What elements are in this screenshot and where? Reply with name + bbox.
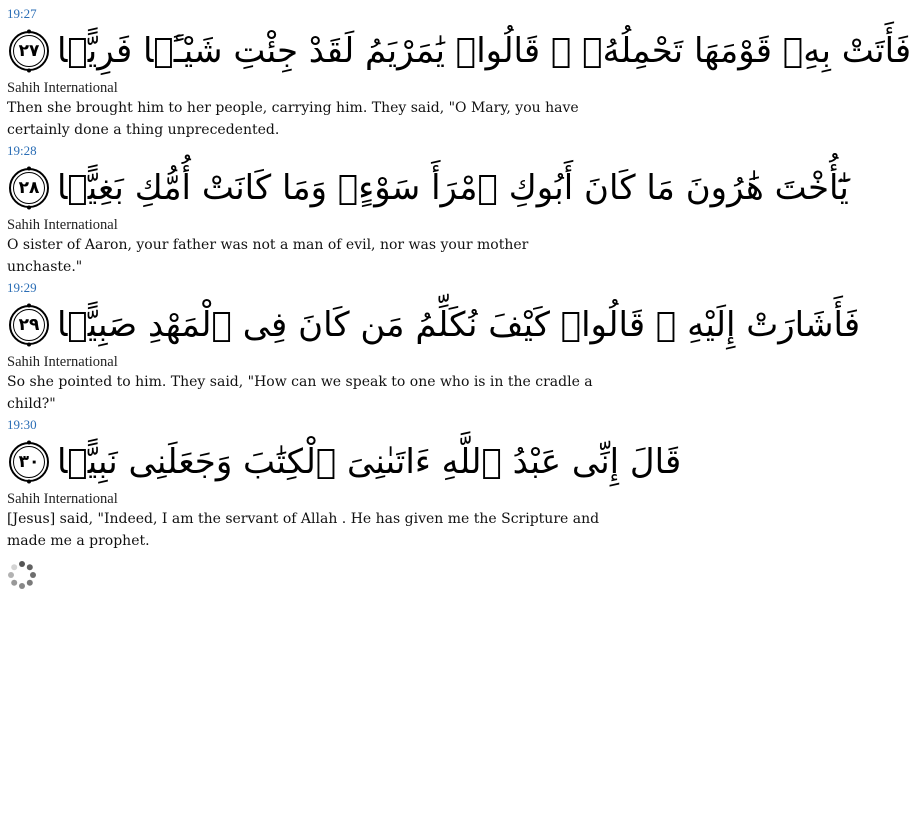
translation-text: Then she brought him to her people, carrying him. They said, "O Mary, you have certainly done a thing unprecedented. bbox=[7, 100, 579, 138]
arabic-text: يَٰٓأُخْتَ هَٰرُونَ مَا كَانَ أَبُوكِ ٱمْرَأَ سَوْءٍۢ وَمَا كَانَتْ أُمُّكِ بَغِيًّۭا bbox=[57, 168, 849, 208]
arabic-text: فَأَشَارَتْ إِلَيْهِ ۖ قَالُوا۟ كَيْفَ نُكَلِّمُ مَن كَانَ فِى ٱلْمَهْدِ صَبِيًّۭا bbox=[57, 305, 861, 345]
verse-19-28 bbox=[7, 143, 849, 278]
ayah-end-marker bbox=[7, 303, 51, 347]
translator-name: Sahih International bbox=[7, 217, 118, 233]
ayah-number: ٢٧ bbox=[18, 41, 40, 61]
loading-spinner-icon bbox=[7, 560, 37, 590]
verse-19-30 bbox=[7, 417, 682, 552]
ayah-number: ٢٩ bbox=[18, 315, 40, 335]
verse-ref-link[interactable]: 19:29 bbox=[7, 280, 37, 295]
translator-name: Sahih International bbox=[7, 354, 118, 370]
arabic-row bbox=[7, 433, 682, 491]
arabic-row bbox=[7, 159, 849, 217]
ayah-end-marker bbox=[7, 29, 51, 73]
translation-text: O sister of Aaron, your father was not a man of evil, nor was your mother unchaste." bbox=[7, 237, 529, 275]
translation-text: [Jesus] said, "Indeed, I am the servant of Allah . He has given me the Scripture and made me a prophet. bbox=[7, 511, 600, 549]
translator-name: Sahih International bbox=[7, 80, 118, 96]
verse-ref-link[interactable]: 19:28 bbox=[7, 143, 37, 158]
translation-text: So she pointed to him. They said, "How can we speak to one who is in the cradle a child?" bbox=[7, 374, 593, 412]
arabic-text: قَالَ إِنِّى عَبْدُ ٱللَّهِ ءَاتَىٰنِىَ ٱلْكِتَٰبَ وَجَعَلَنِى نَبِيًّۭا bbox=[57, 442, 682, 482]
translator-name: Sahih International bbox=[7, 491, 118, 507]
arabic-row bbox=[7, 22, 911, 80]
verse-19-29 bbox=[7, 280, 861, 415]
verse-ref-link[interactable]: 19:30 bbox=[7, 417, 37, 432]
ayah-end-marker bbox=[7, 166, 51, 210]
verse-19-27 bbox=[7, 6, 911, 141]
ayah-end-marker bbox=[7, 440, 51, 484]
ayah-number: ٢٨ bbox=[18, 178, 40, 198]
arabic-text: فَأَتَتْ بِهِۦ قَوْمَهَا تَحْمِلُهُۥ ۖ قَالُوا۟ يَٰمَرْيَمُ لَقَدْ جِئْتِ شَيْـًۭٔا فَرِيًّۭا bbox=[57, 31, 911, 71]
arabic-row bbox=[7, 296, 861, 354]
ayah-number: ٣٠ bbox=[18, 452, 40, 472]
verse-ref-link[interactable]: 19:27 bbox=[7, 6, 37, 21]
